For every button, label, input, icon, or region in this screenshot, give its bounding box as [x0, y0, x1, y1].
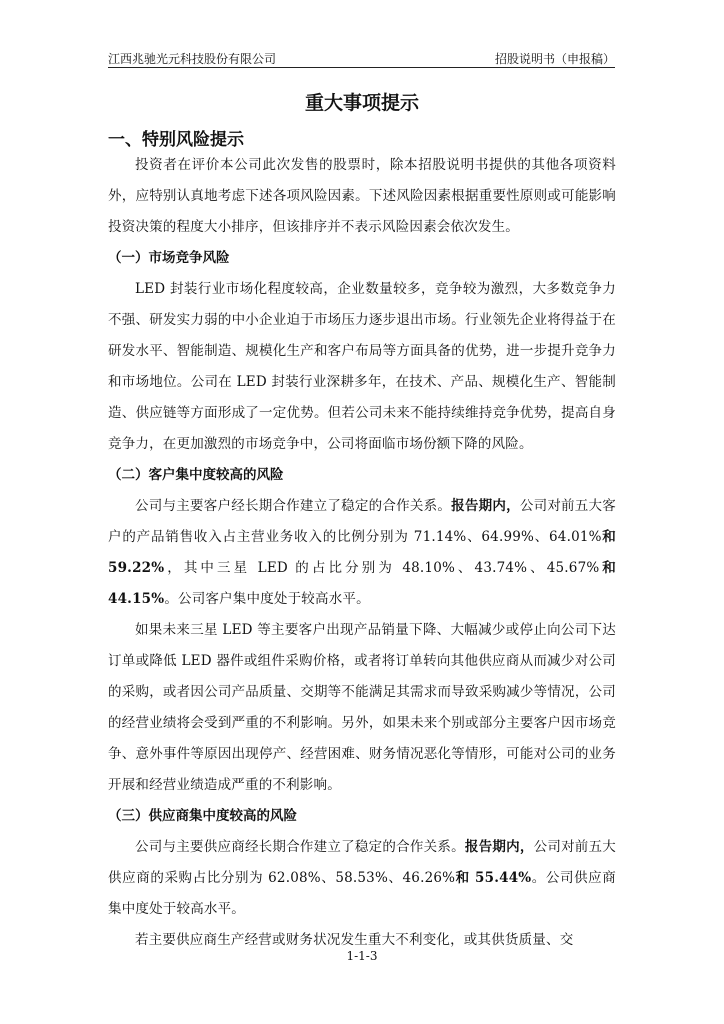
- risk3-text-a: 公司与主要供应商经长期合作建立了稳定的合作关系。: [135, 839, 465, 855]
- page-title: 重大事项提示: [304, 92, 419, 114]
- risk3-bold-period: 报告期内，: [464, 839, 534, 855]
- risk2-bold-period: 报告期内，: [451, 498, 520, 514]
- risk3-text-b: 公司对前五大供应商的采购占比分别为 62.08%、58.53%、46.26%: [108, 839, 616, 886]
- risk2-text-b: 公司对前五大客户的产品销售收入占主营业务收入的比例分别为 71.14%、64.99%、64.01%: [108, 498, 616, 545]
- risk2-text-a: 公司与主要客户经长期合作建立了稳定的合作关系。: [135, 498, 452, 514]
- header-company: 江西兆驰光元科技股份有限公司: [108, 52, 277, 66]
- risk2-paragraph-2: 如果未来三星 LED 等主要客户出现产品销量下降、大幅减少或停止向公司下达订单或降低 LED 器件或组件采购价格，或者将订单转向其他供应商从而减少对公司的采购，或者因公司产品质量、交期等不能满足其需求而导致采购减少等情况，公司的经营业绩将会受到严重的不利影响。另外，如果未来个别或部分主要客户因市场竞争、意外事件等原因出现停产、经营困难、财务情况恶化等情形，可能对公司的业务开展和经营业绩造成严重的不利影响。: [108, 622, 616, 793]
- risk3-paragraph-1: [108, 832, 616, 925]
- risk1-paragraph: LED 封装行业市场化程度较高，企业数量较多，竞争较为激烈，大多数竞争力不强、研发实力弱的中小企业迫于市场压力逐步退出市场。行业领先企业将得益于在研发水平、智能制造、规模化生产和客户布局等方面具备的优势，进一步提升竞争力和市场地位。公司在 LED 封装行业深耕多年，在技术、产品、规模化生产、智能制造、供应链等方面形成了一定优势。但若公司未来不能持续维持竞争优势，提高自身竞争力，在更加激烈的市场竞争中，公司将面临市场份额下降的风险。: [108, 281, 616, 452]
- intro-paragraph: 投资者在评价本公司此次发售的股票时，除本招股说明书提供的其他各项资料外，应特别认真地考虑下述各项风险因素。下述风险因素根据重要性原则或可能影响投资决策的程度大小排序，但该排序并不表示风险因素会依次发生。: [108, 157, 616, 235]
- risk1-heading: （一）市场竞争风险: [108, 250, 230, 266]
- risk2-paragraph-1: [108, 491, 616, 615]
- document-body: [108, 150, 616, 956]
- page-number: 1-1-3: [346, 949, 378, 963]
- risk3-text-c: 。公司供应商集中度处于较高水平。: [108, 870, 616, 917]
- page-header: [108, 50, 615, 68]
- risk2-bold-samsung: 和 44.15%: [108, 560, 616, 607]
- risk3-bold-total: 和 55.44%: [455, 870, 532, 886]
- risk2-text-c: ，其中三星 LED 的占比分别为 48.10%、43.74%、45.67%: [164, 560, 600, 576]
- section-title: 一、特别风险提示: [108, 130, 244, 150]
- risk2-bold-total: 和 59.22%: [108, 529, 616, 576]
- risk2-heading: （二）客户集中度较高的风险: [108, 467, 284, 483]
- risk2-text-d: 。公司客户集中度处于较高水平。: [164, 591, 370, 607]
- header-divider: [108, 67, 615, 68]
- risk3-heading: （三）供应商集中度较高的风险: [108, 808, 297, 824]
- risk3-paragraph-2: 若主要供应商生产经营或财务状况发生重大不利变化，或其供货质量、交: [135, 932, 574, 948]
- header-doc-title: 招股说明书（申报稿）: [494, 52, 615, 66]
